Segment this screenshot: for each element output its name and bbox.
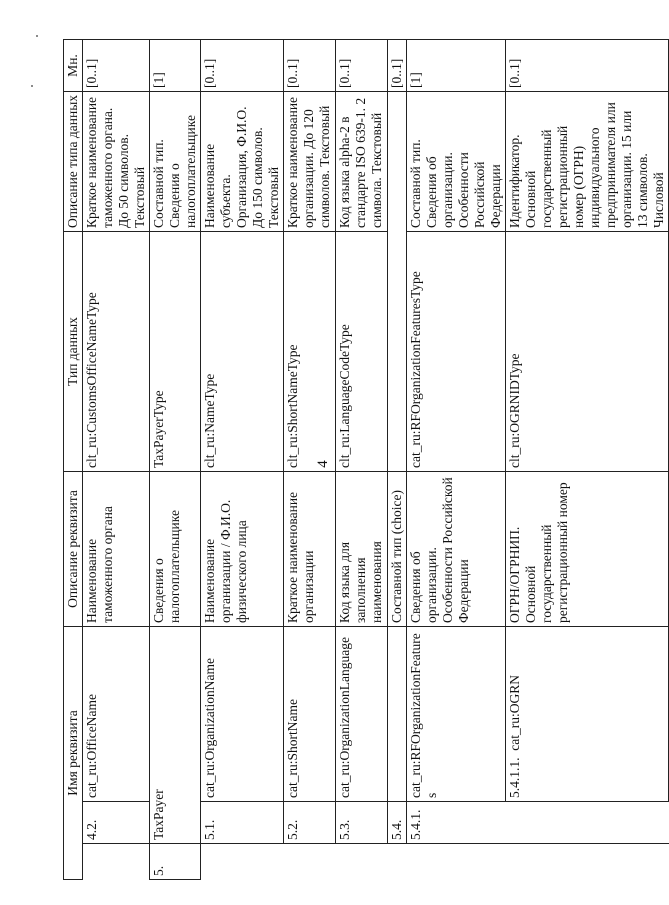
field-mult: [0..1] xyxy=(83,40,150,92)
field-name: cat_ru:RFOrganizationFeatures xyxy=(407,627,506,802)
field-type: cat_ru:RFOrganizationFeaturesType xyxy=(407,232,506,472)
field-desc: Составной тип (choice) xyxy=(388,472,407,627)
row-number: 5.1. xyxy=(201,802,284,844)
field-type: clt_ru:LanguageCodeType xyxy=(336,232,388,472)
field-type-desc: Краткое наименование организации. До 120 символов. Текстовый xyxy=(284,92,336,232)
field-name: cat_ru:OrganizationName xyxy=(201,627,284,802)
row-number: 5.4. xyxy=(388,802,407,844)
field-mult: [0..1] xyxy=(336,40,388,92)
row-number: 5.4.1.1. xyxy=(507,757,522,798)
field-mult: [0..1] xyxy=(506,40,669,92)
row-number: 4.2. xyxy=(83,802,150,844)
field-type: clt_ru:CustomsOfficeNameType xyxy=(83,232,150,472)
spec-table xyxy=(63,39,669,880)
field-mult: [0..1] xyxy=(284,40,336,92)
table-row xyxy=(407,40,506,880)
field-name-text: cat_ru:OGRN xyxy=(507,675,522,751)
scan-speck xyxy=(31,85,33,87)
field-type-desc: Идентификатор. Основной государственный регистрационный номер (ОГРН) индивидуального предпринимателя или организации. 15 или 13 символов. Числовой xyxy=(506,92,669,232)
table-row xyxy=(284,40,336,880)
field-type: clt_ru:ShortNameType xyxy=(284,232,336,472)
field-mult: [0..1] xyxy=(388,40,407,92)
table-row xyxy=(388,40,407,880)
field-mult: [0..1] xyxy=(201,40,284,92)
table-row xyxy=(506,40,669,880)
table-row xyxy=(201,40,284,880)
indent-cell xyxy=(506,844,669,880)
field-type-desc: Наименование субъекта. Организация, Ф.И.О. До 150 символов. Текстовый xyxy=(201,92,284,232)
row-number: 5. xyxy=(150,844,201,880)
table-row xyxy=(150,40,201,880)
field-desc: Сведения о налогоплательщике xyxy=(150,472,201,627)
header-name: Имя реквизита xyxy=(64,627,83,880)
field-name: cat_ru:OrganizationLanguage xyxy=(336,627,388,802)
table-row xyxy=(83,40,150,880)
field-mult: [1] xyxy=(150,40,201,92)
field-name-empty xyxy=(388,627,407,802)
scan-speck xyxy=(36,35,38,37)
table-row xyxy=(336,40,388,880)
field-type: clt_ru:OGRNIDType xyxy=(506,232,669,472)
field-desc: Краткое наименование организации xyxy=(284,472,336,627)
indent-cell xyxy=(336,844,388,880)
field-desc: Наименование организации / Ф.И.О. физического лица xyxy=(201,472,284,627)
header-type: Тип данных xyxy=(64,232,83,472)
field-mult: [1] xyxy=(407,40,506,92)
field-type-empty xyxy=(388,92,407,472)
indent-cell xyxy=(83,844,150,880)
header-mult: Мн. xyxy=(64,40,83,92)
field-type: clt_ru:NameType xyxy=(201,232,284,472)
indent-cell xyxy=(407,844,506,880)
field-type: TaxPayerType xyxy=(150,232,201,472)
field-name: cat_ru:ShortName xyxy=(284,627,336,802)
field-name: cat_ru:OfficeName xyxy=(83,627,150,802)
row-number: 5.3. xyxy=(336,802,388,844)
field-type-desc: Код языка alpha-2 в стандарте ISO 639-1. 2 символа. Текстовый xyxy=(336,92,388,232)
field-type-desc: Составной тип. Сведения об организации. Особенности Российской Федерации xyxy=(407,92,506,232)
field-desc: Код языка для заполнения наименования xyxy=(336,472,388,627)
row-number: 5.4.1. xyxy=(407,802,506,844)
field-name xyxy=(506,627,669,802)
indent-cell xyxy=(388,844,407,880)
field-desc: Наименование таможенного органа xyxy=(83,472,150,627)
field-name: TaxPayer xyxy=(150,627,201,844)
field-type-desc: Краткое наименование таможенного органа. До 50 символов. Текстовый xyxy=(83,92,150,232)
page-number: 4 xyxy=(315,460,331,468)
row-number: 5.2. xyxy=(284,802,336,844)
header-desc: Описание реквизита xyxy=(64,472,83,627)
table-rotation-frame xyxy=(63,40,666,880)
indent-cell xyxy=(201,844,284,880)
table-header-row xyxy=(64,40,83,880)
field-desc: ОГРН/ОГРНИП. Основной государственный регистрационный номер xyxy=(506,472,669,627)
header-type-desc: Описание типа данных xyxy=(64,92,83,232)
rotated-table-area xyxy=(63,40,666,880)
indent-cell xyxy=(284,844,336,880)
field-desc: Сведения об организации. Особенности Российской Федерации xyxy=(407,472,506,627)
field-type-desc: Составной тип. Сведения о налогоплательщике xyxy=(150,92,201,232)
indent-cell xyxy=(506,802,669,844)
